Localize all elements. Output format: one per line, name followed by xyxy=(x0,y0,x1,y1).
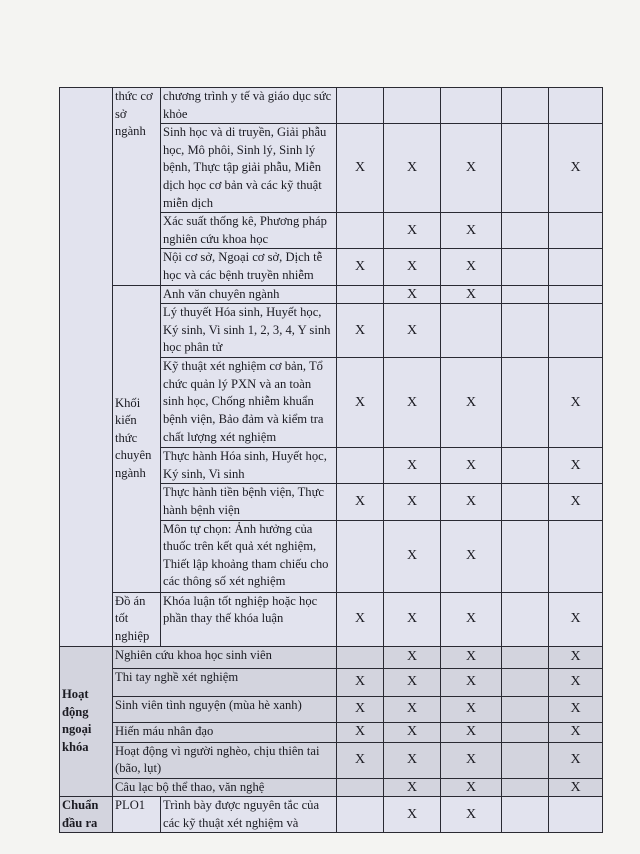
mark-cell xyxy=(337,88,384,124)
course-cell: Nội cơ sở, Ngoại cơ sở, Dịch tễ học và các bệnh truyền nhiễm xyxy=(161,249,337,285)
mark-cell: X xyxy=(441,484,502,520)
mark-cell xyxy=(502,722,549,742)
mark-cell xyxy=(549,88,603,124)
activity-cell: Sinh viên tình nguyện (mùa hè xanh) xyxy=(113,696,337,722)
subgroup-cell: PLO1 xyxy=(113,797,161,833)
mark-cell: X xyxy=(549,668,603,696)
mark-cell: X xyxy=(441,668,502,696)
mark-cell xyxy=(337,778,384,797)
mark-cell: X xyxy=(549,484,603,520)
table-row xyxy=(60,722,603,742)
mark-cell: X xyxy=(337,722,384,742)
activity-cell: Câu lạc bộ thể thao, văn nghệ xyxy=(113,778,337,797)
mark-cell: X xyxy=(384,124,441,213)
mark-cell xyxy=(337,448,384,484)
subgroup-cell: thức cơ sở ngành xyxy=(113,88,161,286)
mark-cell xyxy=(502,88,549,124)
mark-cell xyxy=(549,249,603,285)
subgroup-cell: Khối kiến thức chuyên ngành xyxy=(113,285,161,592)
mark-cell: X xyxy=(549,778,603,797)
mark-cell xyxy=(502,696,549,722)
mark-cell xyxy=(502,124,549,213)
mark-cell: X xyxy=(441,722,502,742)
mark-cell: X xyxy=(441,358,502,448)
course-cell: Trình bày được nguyên tắc của các kỹ thuật xét nghiệm và xyxy=(161,797,337,833)
activity-cell: Hiến máu nhân đạo xyxy=(113,722,337,742)
mark-cell: X xyxy=(337,249,384,285)
mark-cell xyxy=(502,668,549,696)
group-cell: Hoạt động ngoại khóa xyxy=(60,646,113,797)
mark-cell: X xyxy=(337,742,384,778)
mark-cell: X xyxy=(384,668,441,696)
activity-cell: Nghiên cứu khoa học sinh viên xyxy=(113,646,337,668)
mark-cell xyxy=(549,520,603,592)
mark-cell xyxy=(549,285,603,304)
mark-cell: X xyxy=(441,285,502,304)
mark-cell xyxy=(502,213,549,249)
mark-cell: X xyxy=(441,124,502,213)
mark-cell: X xyxy=(384,304,441,358)
mark-cell: X xyxy=(384,778,441,797)
table-row xyxy=(60,696,603,722)
mark-cell xyxy=(502,778,549,797)
course-cell: Sinh học và di truyền, Giải phẫu học, Mô phôi, Sinh lý, Sinh lý bệnh, Thực tập giải phẫu, Miễn dịch học cơ bản và các kỹ thuật miễn dịch xyxy=(161,124,337,213)
table-row xyxy=(60,797,603,833)
mark-cell: X xyxy=(337,484,384,520)
mark-cell: X xyxy=(337,358,384,448)
mark-cell xyxy=(549,213,603,249)
mark-cell xyxy=(502,285,549,304)
mark-cell xyxy=(502,742,549,778)
group-cell: Chuẩn đầu ra xyxy=(60,797,113,833)
course-cell: Khóa luận tốt nghiệp hoặc học phần thay thế khóa luận xyxy=(161,592,337,646)
mark-cell: X xyxy=(384,285,441,304)
mark-cell: X xyxy=(337,696,384,722)
mark-cell xyxy=(549,304,603,358)
mark-cell: X xyxy=(384,358,441,448)
course-cell: Anh văn chuyên ngành xyxy=(161,285,337,304)
mark-cell xyxy=(502,304,549,358)
mark-cell xyxy=(441,88,502,124)
mark-cell: X xyxy=(337,124,384,213)
mark-cell xyxy=(441,304,502,358)
mark-cell: X xyxy=(384,249,441,285)
group-cell xyxy=(60,88,113,647)
table-row xyxy=(60,668,603,696)
mark-cell: X xyxy=(549,696,603,722)
course-cell: Thực hành Hóa sinh, Huyết học, Ký sinh, Vi sinh xyxy=(161,448,337,484)
mark-cell: X xyxy=(549,722,603,742)
mark-cell: X xyxy=(384,592,441,646)
mark-cell: X xyxy=(441,646,502,668)
mark-cell: X xyxy=(549,592,603,646)
table-row xyxy=(60,285,603,304)
mark-cell xyxy=(337,520,384,592)
mark-cell: X xyxy=(549,358,603,448)
mark-cell: X xyxy=(549,448,603,484)
mark-cell: X xyxy=(441,778,502,797)
mark-cell xyxy=(502,592,549,646)
table-row xyxy=(60,742,603,778)
mark-cell xyxy=(549,797,603,833)
mark-cell: X xyxy=(549,646,603,668)
table-row xyxy=(60,646,603,668)
activity-cell: Thi tay nghề xét nghiệm xyxy=(113,668,337,696)
mark-cell xyxy=(502,448,549,484)
course-cell: Lý thuyết Hóa sinh, Huyết học, Ký sinh, Vi sinh 1, 2, 3, 4, Y sinh học phân tử xyxy=(161,304,337,358)
mark-cell: X xyxy=(384,213,441,249)
mark-cell: X xyxy=(549,124,603,213)
course-cell: Kỹ thuật xét nghiệm cơ bản, Tổ chức quản lý PXN và an toàn sinh học, Chống nhiễm khuẩn bệnh viện, Bảo đảm và kiểm tra chất lượng xét nghiệm xyxy=(161,358,337,448)
mark-cell: X xyxy=(337,668,384,696)
mark-cell: X xyxy=(384,646,441,668)
course-cell: Xác suất thống kê, Phương pháp nghiên cứu khoa học xyxy=(161,213,337,249)
table-row xyxy=(60,778,603,797)
mark-cell xyxy=(337,213,384,249)
mark-cell: X xyxy=(384,484,441,520)
course-cell: chương trình y tế và giáo dục sức khỏe xyxy=(161,88,337,124)
mark-cell: X xyxy=(441,696,502,722)
mark-cell: X xyxy=(441,592,502,646)
mark-cell xyxy=(502,358,549,448)
mark-cell: X xyxy=(441,742,502,778)
mark-cell: X xyxy=(384,696,441,722)
mark-cell xyxy=(502,646,549,668)
mark-cell xyxy=(337,646,384,668)
curriculum-matrix-table xyxy=(59,87,603,833)
mark-cell xyxy=(337,285,384,304)
mark-cell xyxy=(337,797,384,833)
mark-cell: X xyxy=(337,592,384,646)
mark-cell: X xyxy=(549,742,603,778)
subgroup-cell: Đồ án tốt nghiệp xyxy=(113,592,161,646)
mark-cell: X xyxy=(384,448,441,484)
mark-cell: X xyxy=(384,742,441,778)
mark-cell xyxy=(502,484,549,520)
course-cell: Môn tự chọn: Ảnh hưởng của thuốc trên kết quả xét nghiệm, Thiết lập khoảng tham chiếu cho các thông số xét nghiệm xyxy=(161,520,337,592)
table-row xyxy=(60,88,603,124)
mark-cell xyxy=(384,88,441,124)
mark-cell: X xyxy=(384,520,441,592)
mark-cell: X xyxy=(441,448,502,484)
mark-cell: X xyxy=(441,520,502,592)
mark-cell xyxy=(502,797,549,833)
mark-cell: X xyxy=(441,213,502,249)
mark-cell: X xyxy=(337,304,384,358)
mark-cell: X xyxy=(441,797,502,833)
mark-cell xyxy=(502,520,549,592)
mark-cell: X xyxy=(384,722,441,742)
table-row xyxy=(60,592,603,646)
course-cell: Thực hành tiền bệnh viện, Thực hành bệnh viện xyxy=(161,484,337,520)
mark-cell: X xyxy=(384,797,441,833)
mark-cell: X xyxy=(441,249,502,285)
activity-cell: Hoạt động vì người nghèo, chịu thiên tai (bão, lụt) xyxy=(113,742,337,778)
mark-cell xyxy=(502,249,549,285)
